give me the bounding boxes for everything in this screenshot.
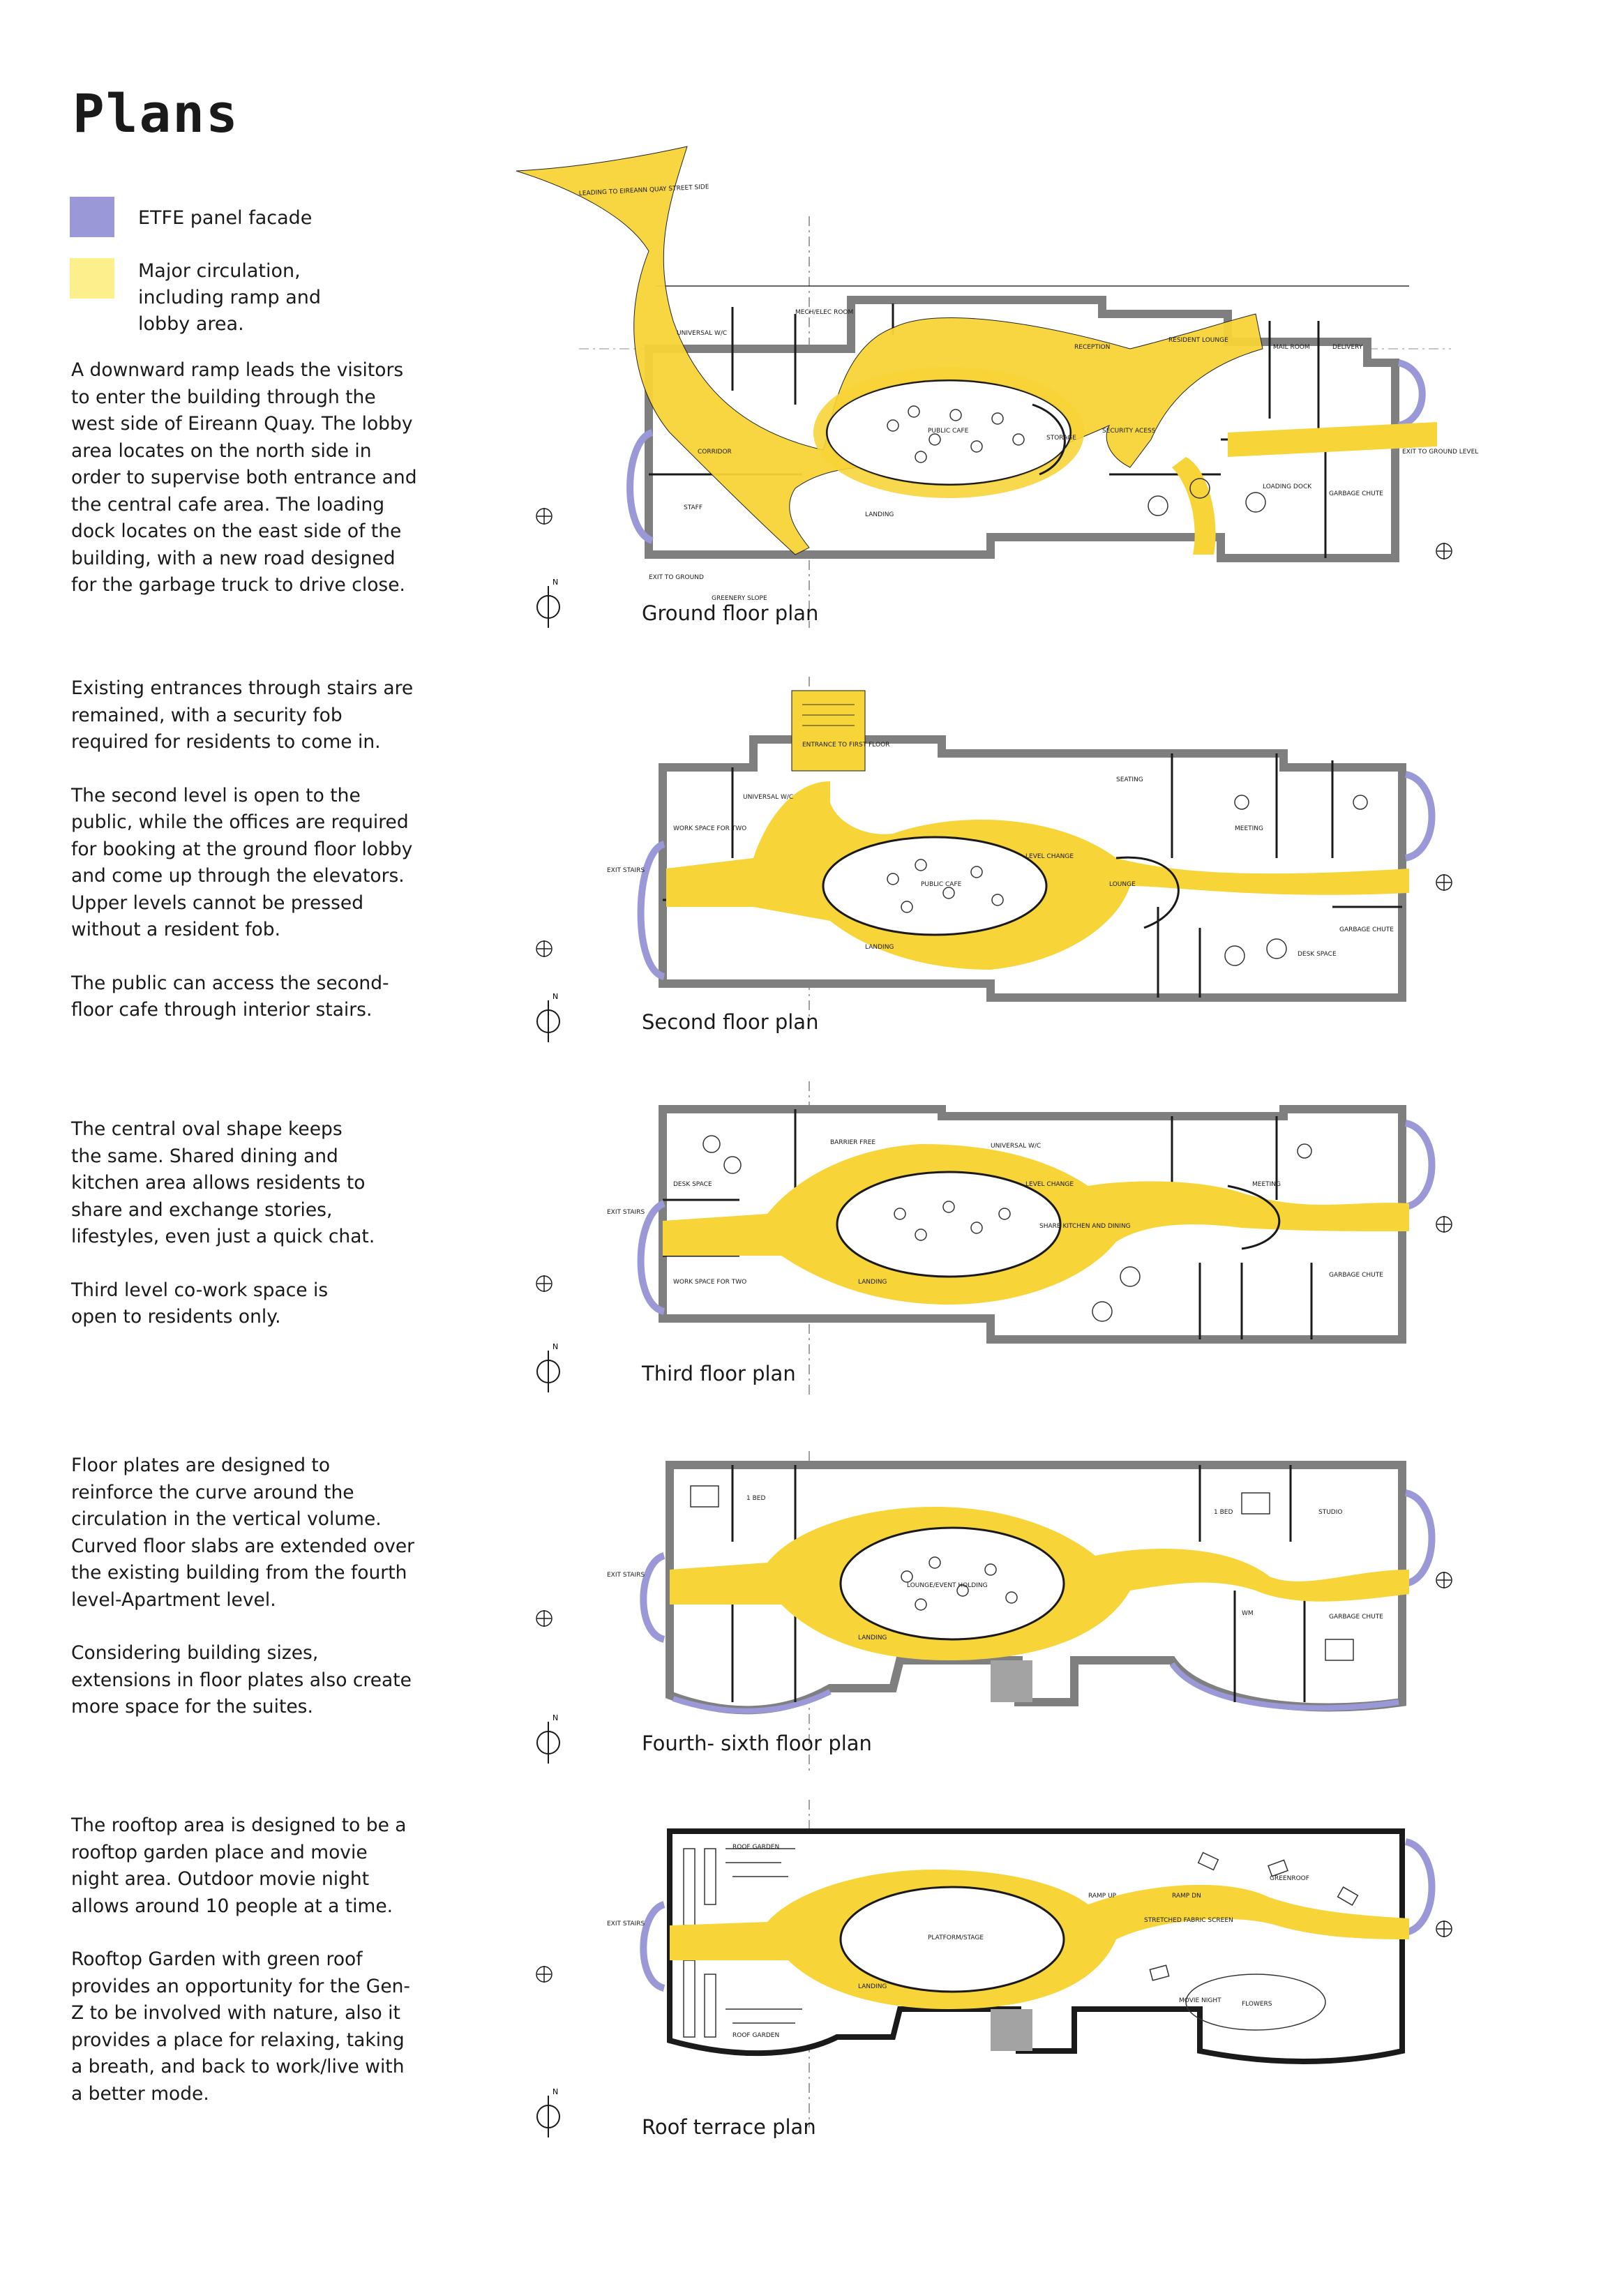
label-flowers: FLOWERS	[1242, 2001, 1272, 2008]
text-block-second	[71, 675, 417, 1051]
north-label: N	[552, 1713, 559, 1722]
label-greenery: GREENERY SLOPE	[712, 595, 767, 602]
label-garbage: GARBAGE CHUTE	[1329, 490, 1383, 497]
label-movie-night: MOVIE NIGHT	[1179, 1997, 1221, 2004]
label-greenroof: GREENROOF	[1270, 1875, 1309, 1882]
label-landing: LANDING	[858, 1279, 887, 1286]
label-delivery: DELIVERY	[1332, 344, 1363, 351]
text-block-ground	[71, 357, 417, 626]
label-public-cafe: PUBLIC CAFE	[921, 881, 962, 888]
label-mech: MECH/ELEC ROOM	[795, 309, 854, 316]
caption-second-floor: Second floor plan	[642, 1010, 819, 1034]
void-block	[991, 2009, 1032, 2051]
paragraph: A downward ramp leads the visitors to enter the building through the west side of Eireann Quay. The lobby area locates on the north side in order to supervise both entrance and the central cafe area. The loading dock locates on the east side of the building, with a new road designed for the garbage truck to drive close.	[71, 359, 417, 596]
label-exit-stairs: EXIT STAIRS	[607, 1572, 645, 1579]
roof-terrace-plan	[502, 1800, 1465, 2149]
label-landing: LANDING	[858, 1635, 887, 1641]
label-meeting: MEETING	[1235, 825, 1263, 832]
paragraph: The public can access the second-floor cafe through interior stairs.	[71, 972, 389, 1021]
caption-fourth-sixth-floor: Fourth- sixth floor plan	[642, 1731, 872, 1755]
label-universal-wc: UNIVERSAL W/C	[677, 330, 728, 337]
label-screen: STRETCHED FABRIC SCREEN	[1144, 1917, 1233, 1924]
label-ramp-dn: RAMP DN	[1172, 1893, 1201, 1900]
text-block-fourth	[71, 1452, 417, 1748]
label-entrance: ENTRANCE TO FIRST FLOOR	[802, 742, 890, 749]
etfe-facade-west	[643, 1904, 664, 1988]
label-wm: WM	[1242, 1610, 1254, 1617]
ground-floor-plan	[502, 140, 1479, 642]
stair-entrance-block	[792, 691, 865, 771]
label-reception: RECEPTION	[1074, 344, 1111, 351]
north-arrow-icon	[534, 576, 562, 629]
label-garbage: GARBAGE CHUTE	[1329, 1272, 1383, 1279]
label-ramp-lead: LEADING TO EIREANN QUAY STREET SIDE	[578, 183, 709, 197]
caption-ground-floor: Ground floor plan	[642, 601, 819, 625]
label-barrier-free: BARRIER FREE	[830, 1139, 876, 1146]
north-label: N	[552, 1342, 559, 1351]
label-loading-dock: LOADING DOCK	[1263, 483, 1312, 490]
label-bed-1: 1 BED	[746, 1495, 766, 1502]
north-arrow-icon	[534, 1341, 562, 1394]
label-seating: SEATING	[1116, 776, 1143, 783]
label-roof-garden-south: ROOF GARDEN	[732, 2032, 780, 2039]
paragraph: Rooftop Garden with green roof provides an opportunity for the Gen-Z to be involved with nature, also it provides a place for relaxing, taking a breath, and back to work/live with a better mode.	[71, 1948, 410, 2105]
label-exit-ground: EXIT TO GROUND	[649, 574, 704, 581]
label-work-space: WORK SPACE FOR TWO	[673, 825, 747, 832]
void-block	[991, 1660, 1032, 1702]
label-lounge: LOUNGE/EVENT HOLDING	[907, 1582, 988, 1589]
etfe-facade-east	[1406, 1493, 1432, 1584]
text-block-roof	[71, 1812, 417, 2134]
fourth-sixth-floor-plan	[502, 1451, 1465, 1779]
legend-label-circulation: Major circulation, including ramp and lobby area.	[138, 260, 322, 335]
label-mail-room: MAIL ROOM	[1273, 344, 1310, 351]
paragraph: The rooftop area is designed to be a rooftop garden place and movie night area. Outdoor movie night allows around 10 people at a time.	[71, 1814, 407, 1917]
label-ramp-up: RAMP UP	[1088, 1893, 1117, 1900]
etfe-facade-east	[1406, 774, 1432, 858]
label-level-change: LEVEL CHANGE	[1025, 1181, 1074, 1188]
label-desk-space: DESK SPACE	[1298, 951, 1337, 958]
label-resident-lounge: RESIDENT LOUNGE	[1168, 337, 1228, 344]
legend-item-etfe	[70, 197, 389, 237]
label-level-change: LEVEL CHANGE	[1025, 853, 1074, 860]
north-label: N	[552, 2087, 559, 2096]
label-exit-stairs: EXIT STAIRS	[607, 1209, 645, 1216]
label-lounge: LOUNGE	[1109, 881, 1136, 888]
label-platform: PLATFORM/STAGE	[928, 1934, 984, 1941]
label-desk-space: DESK SPACE	[673, 1181, 712, 1188]
label-work-space: WORK SPACE FOR TWO	[673, 1279, 747, 1286]
label-landing: LANDING	[865, 944, 894, 951]
north-arrow-icon	[534, 2086, 562, 2139]
label-universal-wc: UNIVERSAL W/C	[991, 1143, 1042, 1150]
legend-swatch-circulation	[70, 258, 114, 299]
label-staff: STAFF	[684, 504, 703, 511]
label-garbage: GARBAGE CHUTE	[1339, 926, 1394, 933]
etfe-facade-east	[1406, 1842, 1432, 1932]
legend-swatch-etfe	[70, 197, 114, 237]
paragraph: The central oval shape keeps the same. Shared dining and kitchen area allows residents to share and exchange stories, lifestyles, even just a quick chat.	[71, 1118, 375, 1247]
label-exit-stairs: EXIT STAIRS	[607, 1921, 645, 1927]
caption-third-floor: Third floor plan	[642, 1362, 796, 1385]
label-landing: LANDING	[858, 1983, 887, 1990]
paragraph: Third level co-work space is open to residents only.	[71, 1279, 329, 1328]
north-arrow-icon	[534, 991, 562, 1044]
paragraph: Existing entrances through stairs are remained, with a security fob required for residents to come in.	[71, 677, 414, 753]
label-universal-wc: UNIVERSAL W/C	[743, 794, 794, 801]
caption-roof-terrace: Roof terrace plan	[642, 2115, 816, 2139]
label-studio: STUDIO	[1318, 1509, 1343, 1516]
label-exit-stairs: EXIT STAIRS	[607, 867, 645, 874]
label-security: SECURITY ACESS	[1102, 428, 1156, 435]
page-title: Plans	[73, 82, 239, 144]
third-floor-plan	[502, 1081, 1465, 1402]
etfe-facade-east	[1406, 1123, 1432, 1207]
etfe-facade-west	[643, 1556, 664, 1639]
label-bed-2: 1 BED	[1214, 1509, 1233, 1516]
label-roof-garden-north: ROOF GARDEN	[732, 1844, 780, 1851]
label-meeting: MEETING	[1252, 1181, 1281, 1188]
paragraph: The second level is open to the public, while the offices are required for booking at the ground floor lobby and come up through the elevators. Upper levels cannot be pressed without a resident fob.	[71, 784, 413, 940]
legend-item-circulation	[70, 258, 368, 338]
legend-label-etfe: ETFE panel facade	[138, 207, 313, 229]
north-label: N	[552, 578, 559, 587]
label-exit-ground-level: EXIT TO GROUND LEVEL	[1402, 449, 1479, 456]
label-landing: LANDING	[865, 511, 894, 518]
paragraph: Considering building sizes, extensions in floor plates also create more space for the suites.	[71, 1642, 412, 1718]
north-label: N	[552, 992, 559, 1001]
label-public-cafe: PUBLIC CAFE	[928, 428, 969, 435]
paragraph: Floor plates are designed to reinforce the curve around the circulation in the vertical volume. Curved floor slabs are extended over the existing building from the fourth level-Apartment level.	[71, 1455, 415, 1611]
label-corridor: CORRIDOR	[698, 449, 732, 456]
label-storage: STORAGE	[1046, 435, 1076, 442]
text-block-third	[71, 1116, 378, 1358]
north-arrow-icon	[534, 1712, 562, 1765]
etfe-facade-east	[1399, 363, 1422, 426]
label-kitchen: SHARE KITCHEN AND DINING	[1039, 1223, 1131, 1230]
second-floor-plan	[502, 677, 1465, 1039]
label-garbage: GARBAGE CHUTE	[1329, 1614, 1383, 1621]
